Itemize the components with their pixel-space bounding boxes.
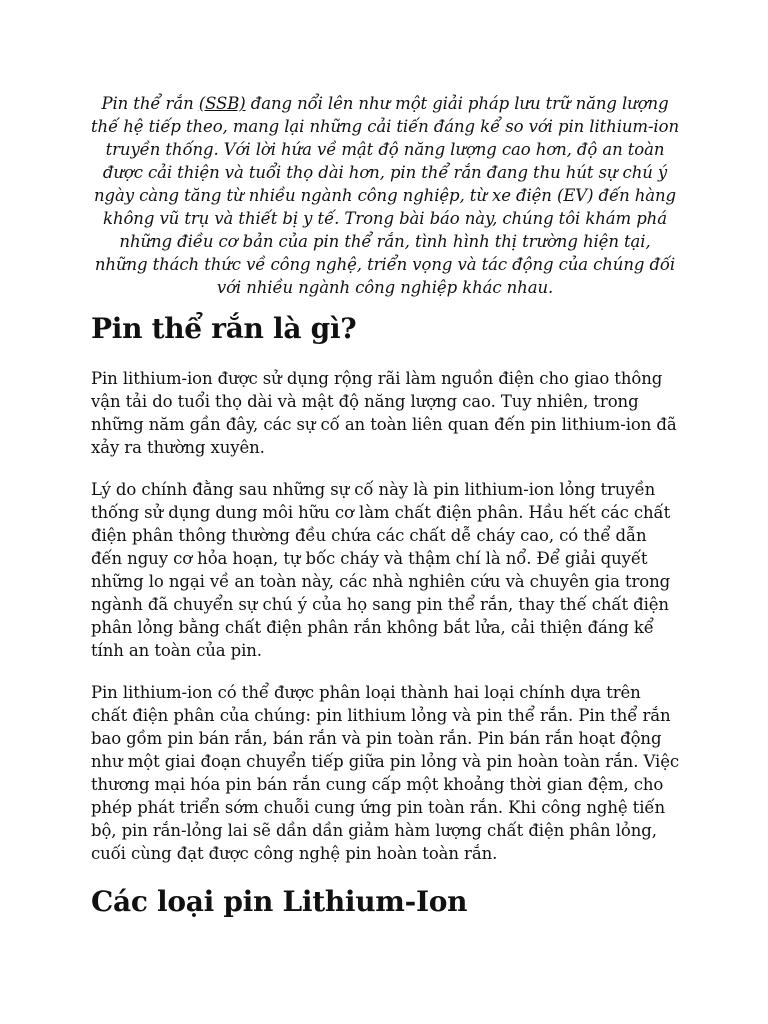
intro-paragraph <box>91 92 679 299</box>
document-page <box>91 92 679 940</box>
intro-text-start: Pin thể rắn <box>101 94 199 113</box>
intro-text-rest: đang nổi lên như một giải pháp lưu trữ năng lượng thế hệ tiếp theo, mang lại những cải tiến đáng kể so với pin lithium-ion truyền thống. Với lời hứa về mật độ năng lượng cao hơn, độ an toàn được cải thiện và tuổi thọ dài hơn, pin thể rắn đang thu hút sự chú ý ngày càng tăng từ nhiều ngành công nghiệp, từ xe điện (EV) đến hàng không vũ trụ và thiết bị y tế. Trong bài báo này, chúng tôi khám phá những điều cơ bản của pin thể rắn, tình hình thị trường hiện tại, những thách thức về công nghệ, triển vọng và tác động của chúng đối với nhiều ngành công nghiệp khác nhau. <box>91 94 679 297</box>
body-paragraph-2: Lý do chính đằng sau những sự cố này là pin lithium-ion lỏng truyền thống sử dụng dung môi hữu cơ làm chất điện phân. Hầu hết các chất điện phân thông thường đều chứa các chất dễ cháy cao, có thể dẫn đến nguy cơ hỏa hoạn, tự bốc cháy và thậm chí là nổ. Để giải quyết những lo ngại về an toàn này, các nhà nghiên cứu và chuyên gia trong ngành đã chuyển sự chú ý của họ sang pin thể rắn, thay thế chất điện phân lỏng bằng chất điện phân rắn không bắt lửa, cải thiện đáng kể tính an toàn của pin. <box>91 480 671 660</box>
body-paragraph-1: Pin lithium-ion được sử dụng rộng rãi làm nguồn điện cho giao thông vận tải do tuổi thọ dài và mật độ năng lượng cao. Tuy nhiên, trong những năm gần đây, các sự cố an toàn liên quan đến pin lithium-ion đã xảy ra thường xuyên. <box>91 369 677 457</box>
ssb-link[interactable]: (SSB) <box>198 94 246 113</box>
body-paragraph-3: Pin lithium-ion có thể được phân loại thành hai loại chính dựa trên chất điện phân của chúng: pin lithium lỏng và pin thể rắn. Pin thể rắn bao gồm pin bán rắn, bán rắn và pin toàn rắn. Pin bán rắn hoạt động như một giai đoạn chuyển tiếp giữa pin lỏng và pin hoàn toàn rắn. Việc thương mại hóa pin bán rắn cung cấp một khoảng thời gian đệm, cho phép phát triển sớm chuỗi cung ứng pin toàn rắn. Khi công nghệ tiến bộ, pin rắn-lỏng lai sẽ dần dần giảm hàm lượng chất điện phân lỏng, cuối cùng đạt được công nghệ pin hoàn toàn rắn. <box>91 683 679 863</box>
section-heading-what-is-ssb: Pin thể rắn là gì? <box>91 312 357 345</box>
section-heading-lithium-ion-types: Các loại pin Lithium-Ion <box>91 885 468 918</box>
